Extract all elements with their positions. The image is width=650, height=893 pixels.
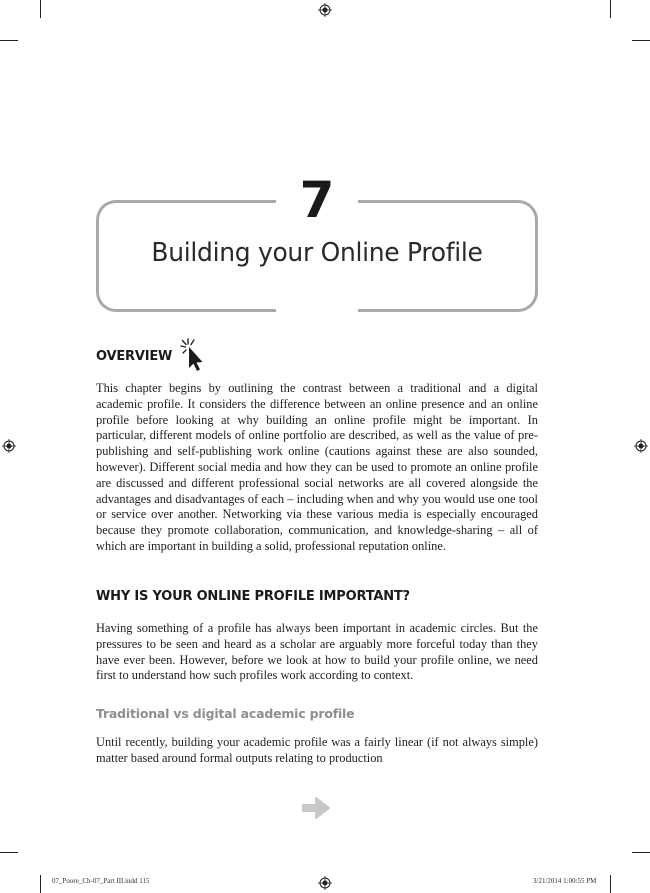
- traditional-paragraph: Until recently, building your academic profile was a fairly linear (if not always simple) matter based around formal outputs relating to production: [96, 735, 538, 765]
- crop-mark: [610, 0, 611, 18]
- chapter-number: 7: [299, 171, 335, 229]
- registration-mark-icon: [318, 3, 332, 17]
- overview-paragraph: This chapter begins by outlining the contrast between a traditional and a digital academic profile. It considers the difference between an online presence and an online profile before looking at why building an online profile might be important. In particular, different models of online portfolio are described, as well as the value of pre-publishing and self-publishing work online (cautions against these are also sounded, however). Different social media and how they can be used to promote an online profile are discussed and different professional social networks are all covered alongside the advantages and disadvantages of each – including when and why you would use one tool or service over another. Networking via these various media is especially encouraged because they promote collaboration, communication, and knowledge-sharing – all of which are important in building a solid, professional reputation online.: [96, 381, 538, 553]
- footer-file-info: 07_Poore_Ch-07_Part III.indd 115: [52, 877, 150, 885]
- crop-mark: [610, 875, 611, 893]
- cursor-click-icon: [178, 337, 206, 373]
- overview-heading: OVERVIEW: [96, 349, 173, 364]
- crop-mark: [40, 0, 41, 18]
- why-paragraph: Having something of a profile has always been important in academic circles. But the pressures to be seen and heard as a scholar are arguably more forceful today than they have ever been. However, before we look at how to build your profile online, we need first to understand how such profiles work according to context.: [96, 621, 538, 683]
- registration-mark-icon: [318, 876, 332, 890]
- registration-mark-icon: [634, 439, 648, 453]
- arrow-right-icon: [300, 795, 332, 821]
- crop-mark: [632, 852, 650, 853]
- why-heading: WHY IS YOUR ONLINE PROFILE IMPORTANT?: [96, 589, 410, 604]
- chapter-title: Building your Online Profile: [151, 238, 483, 268]
- crop-mark: [0, 40, 18, 41]
- footer-timestamp: 3/21/2014 1:00:55 PM: [533, 877, 597, 885]
- crop-mark: [0, 852, 18, 853]
- crop-mark: [40, 875, 41, 893]
- traditional-heading: Traditional vs digital academic profile: [96, 706, 355, 721]
- crop-mark: [632, 40, 650, 41]
- registration-mark-icon: [2, 439, 16, 453]
